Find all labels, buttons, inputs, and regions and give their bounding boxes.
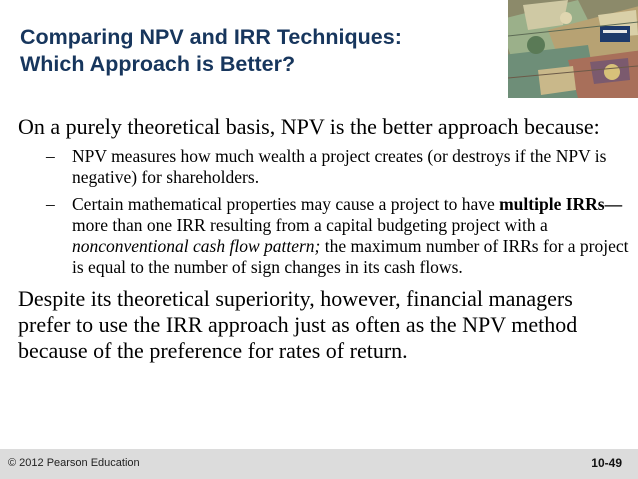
dash-bullet: –	[46, 194, 55, 214]
intro-paragraph: On a purely theoretical basis, NPV is the better approach because:	[18, 114, 600, 139]
bullet-1-text: NPV measures how much wealth a project creates (or destroys if the NPV is negative) for shareholders.	[72, 146, 607, 187]
bullet-2-text-part-3: the maximum number of IRRs for a project is equal to the number of sign changes in its cash flows.	[72, 236, 629, 277]
bullet-item-1	[18, 146, 630, 188]
conclusion-paragraph: Despite its theoretical superiority, however, financial managers prefer to use the IRR approach just as often as the NPV method because of the preference for rates of return.	[18, 286, 578, 363]
footer-bar	[0, 449, 638, 479]
currency-collage-image	[508, 0, 638, 98]
bullet-2-text-part-1: Certain mathematical properties may cause a project to have	[72, 194, 500, 214]
nonconventional-cash-flow-term: nonconventional cash flow pattern;	[72, 236, 321, 256]
slide-title	[20, 24, 490, 78]
dash-bullet: –	[46, 146, 55, 166]
slide-number: 10-49	[591, 456, 622, 470]
title-area	[0, 0, 638, 98]
bullet-2-text-part-2: more than one IRR resulting from a capital budgeting project with a	[72, 215, 548, 235]
slide-body	[18, 114, 630, 364]
slide-title-line-1: Comparing NPV and IRR Techniques:	[20, 25, 402, 49]
slide-title-line-2: Which Approach is Better?	[20, 52, 296, 76]
bullet-item-2	[18, 194, 630, 278]
copyright-notice: © 2012 Pearson Education	[8, 457, 140, 469]
multiple-irrs-term: multiple IRRs—	[499, 194, 623, 214]
